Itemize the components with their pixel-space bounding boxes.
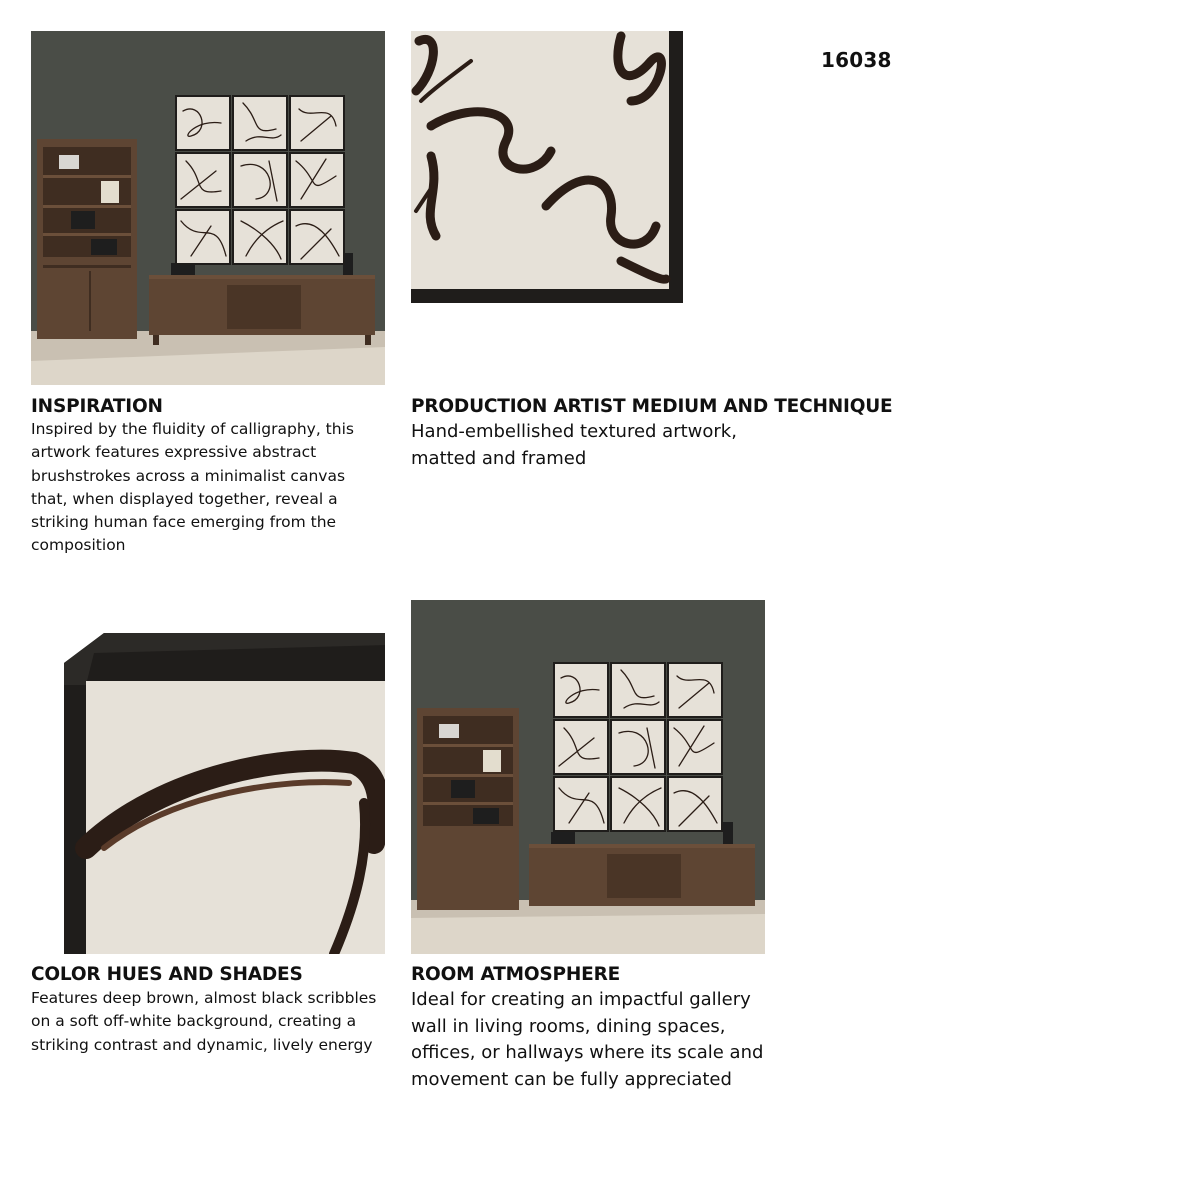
section-body-room-atmosphere <box>411 987 831 1093</box>
section-body-line: matted and framed <box>411 447 587 469</box>
section-body-line: Hand-embellished textured artwork, <box>411 421 737 442</box>
section-body-production <box>411 419 831 472</box>
section-body-line: movement can be fully appreciated <box>411 1068 732 1090</box>
frame-corner-detail-image <box>64 633 385 954</box>
section-body-line: wall in living rooms, dining spaces, <box>411 1015 726 1037</box>
room-scene-image-2 <box>411 600 765 954</box>
section-body-inspiration: Inspired by the fluidity of calligraphy, this artwork features expressive abstract brushstrokes across a minimalist canvas that, when displayed together, reveal a striking human face emerging from the composition <box>31 420 354 555</box>
section-heading-inspiration: INSPIRATION <box>31 396 163 417</box>
room-scene-image <box>31 31 385 385</box>
section-body-line: offices, or hallways where its scale and <box>411 1042 764 1063</box>
brushstroke-detail-image <box>411 31 683 303</box>
section-body-line: Ideal for creating an impactful gallery <box>411 989 751 1010</box>
product-sku: 16038 <box>821 48 892 72</box>
section-body-color: Features deep brown, almost black scribbles on a soft off-white background, creating a striking contrast and dynamic, lively energy <box>31 989 377 1054</box>
section-heading-room-atmosphere: ROOM ATMOSPHERE <box>411 964 621 985</box>
section-heading-color: COLOR HUES AND SHADES <box>31 964 303 985</box>
section-heading-production: PRODUCTION ARTIST MEDIUM AND TECHNIQUE <box>411 396 893 417</box>
